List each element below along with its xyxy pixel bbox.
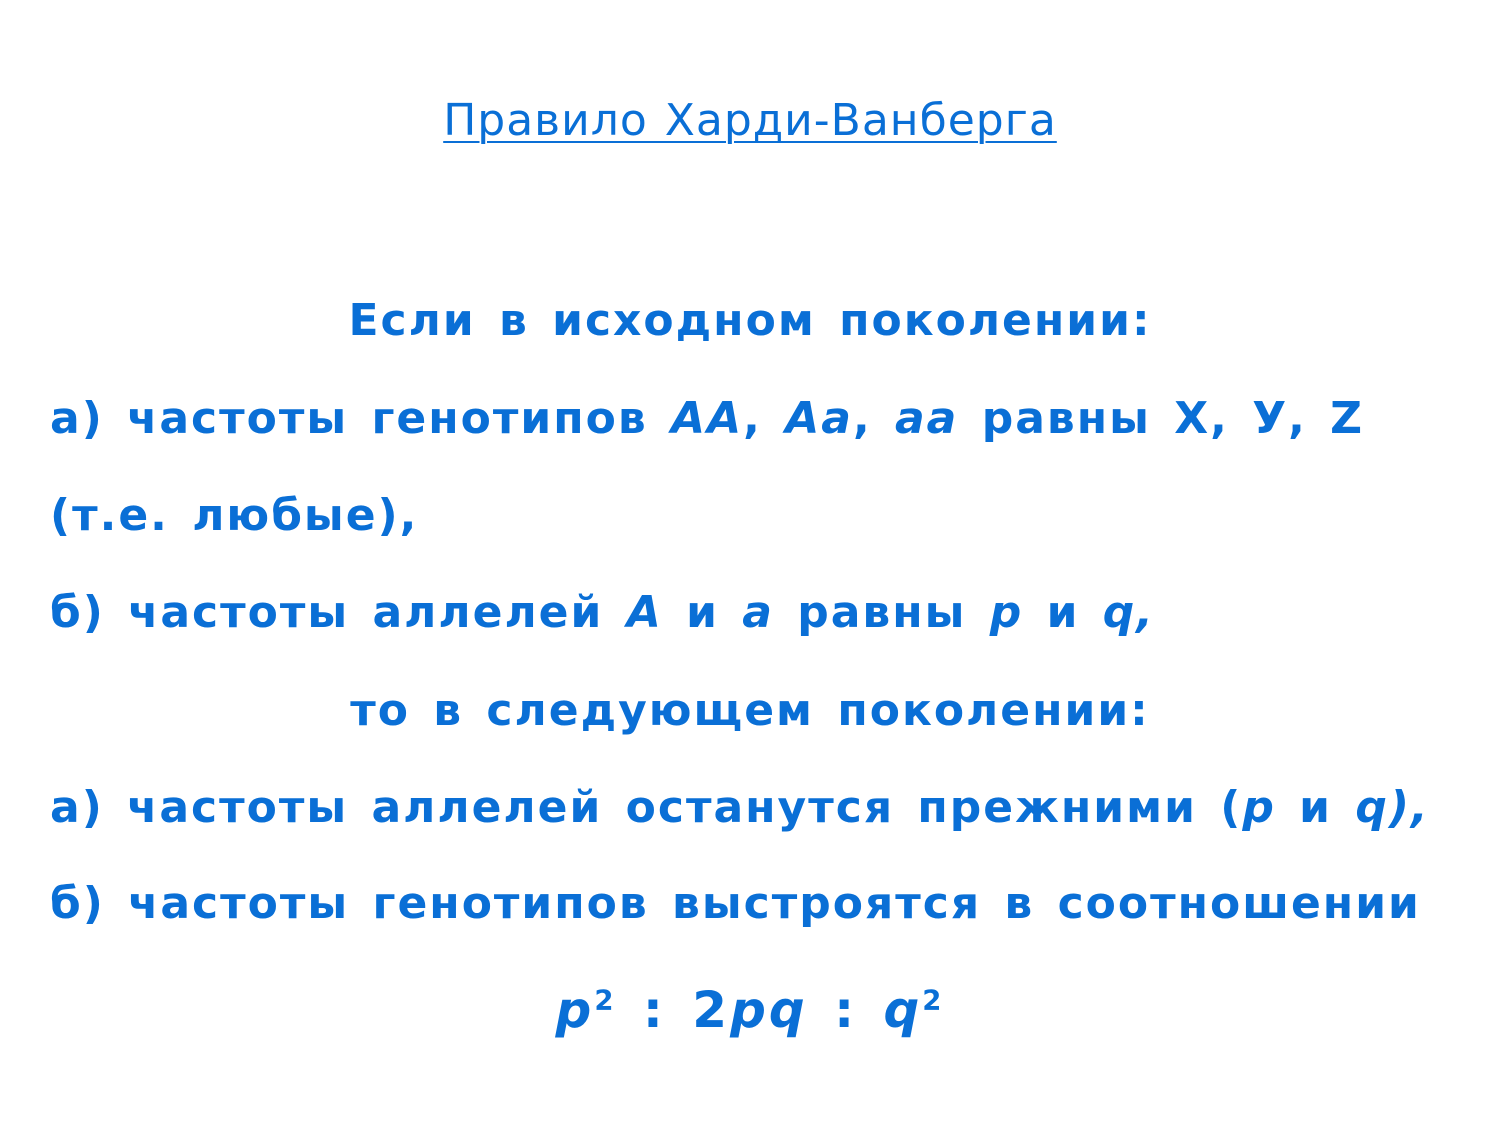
condition-a-suffix: равны X, У, Z bbox=[958, 393, 1365, 444]
formula-p: p bbox=[555, 981, 595, 1039]
result-b: б) частоты генотипов выстроятся в соотношении bbox=[50, 878, 1421, 929]
conjunction: и bbox=[1275, 782, 1356, 833]
formula-separator: : 2 bbox=[616, 981, 731, 1039]
allele-A: A bbox=[626, 587, 663, 638]
punctuation: ), bbox=[1388, 782, 1430, 833]
punctuation: , bbox=[1136, 587, 1155, 638]
genotype-aa: aa bbox=[894, 393, 959, 444]
condition-b-mid: равны bbox=[773, 587, 990, 638]
condition-b-prefix: б) частоты аллелей bbox=[50, 587, 627, 638]
conjunction: и bbox=[662, 587, 743, 638]
page-title: Правило Харди-Ванберга bbox=[443, 95, 1057, 146]
genotype-AA: AA bbox=[671, 393, 744, 444]
formula-q: q bbox=[883, 981, 923, 1039]
condition-heading: Если в исходном поколении: bbox=[348, 295, 1152, 346]
condition-a-prefix: а) частоты генотипов bbox=[50, 393, 672, 444]
result-a bbox=[50, 782, 1430, 835]
separator: , bbox=[743, 393, 786, 444]
frequency-q: q bbox=[1355, 782, 1389, 833]
conjunction: и bbox=[1023, 587, 1103, 638]
frequency-q: q bbox=[1102, 587, 1137, 638]
condition-b bbox=[50, 587, 1155, 640]
result-a-prefix: а) частоты аллелей останутся прежними ( bbox=[50, 782, 1243, 833]
frequency-p: p bbox=[1242, 782, 1276, 833]
frequency-p: p bbox=[989, 587, 1024, 638]
formula-separator: : bbox=[807, 981, 884, 1039]
genotype-Aa: Aa bbox=[785, 393, 853, 444]
allele-a: a bbox=[742, 587, 774, 638]
formula-pq: pq bbox=[730, 981, 808, 1039]
hardy-weinberg-formula bbox=[0, 980, 1500, 1040]
formula-p-exponent: 2 bbox=[594, 984, 617, 1017]
separator: , bbox=[852, 393, 895, 444]
formula-q-exponent: 2 bbox=[922, 984, 945, 1017]
condition-a-continued: (т.е. любые), bbox=[50, 490, 419, 541]
condition-a bbox=[50, 393, 1364, 446]
result-heading: то в следующем поколении: bbox=[350, 685, 1150, 736]
